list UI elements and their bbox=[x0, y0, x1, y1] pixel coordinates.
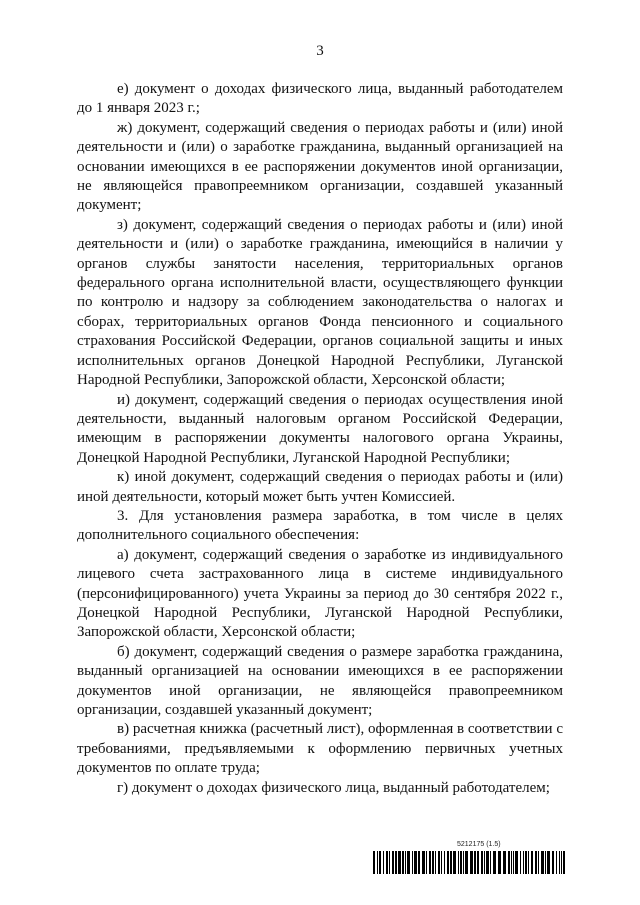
barcode-bar bbox=[520, 851, 521, 874]
barcode-bar bbox=[458, 851, 459, 874]
barcode-bar bbox=[470, 851, 473, 874]
barcode-bar bbox=[426, 851, 427, 874]
barcode-bar bbox=[552, 851, 554, 874]
barcode-bar bbox=[402, 851, 404, 874]
paragraph-e: е) документ о доходах физического лица, выданный работодателем до 1 января 2023 г.; bbox=[77, 81, 563, 117]
barcode-bar bbox=[407, 851, 410, 874]
barcode-bar bbox=[541, 851, 544, 874]
barcode-bar bbox=[486, 851, 489, 874]
barcode-bar bbox=[398, 851, 401, 874]
barcode-bar bbox=[429, 851, 431, 874]
barcode-bar bbox=[545, 851, 546, 874]
barcode-bar bbox=[453, 851, 456, 874]
barcode-bar bbox=[386, 851, 388, 874]
barcode-bar bbox=[377, 851, 378, 874]
barcode-bar bbox=[392, 851, 394, 874]
barcode-bar bbox=[493, 851, 496, 874]
barcode-bar bbox=[481, 851, 483, 874]
barcode-bar bbox=[379, 851, 381, 874]
barcode-bar bbox=[414, 851, 417, 874]
barcode-bar bbox=[438, 851, 440, 874]
section-3-heading: 3. Для установления размера заработка, в том числе в целях дополнительного социального обеспечения: bbox=[77, 507, 563, 544]
barcode-bar bbox=[563, 851, 565, 874]
paragraph-z: з) документ, содержащий сведения о периодах работы и (или) иной деятельности и (или) о заработке гражданина, имеющийся в наличии у органов службы занятости населения, территориальных органов федерального органа исполнительной власти, осуществляющего функции по контролю и надзору за соблюдением законодательства о налогах и сборах, территориальных органов Фонда пенсионного и социального страхования Российской Федерации, органов социальной защиты и иных исполнительных органов Донецкой Народной Республики, Луганской Народной Республики, Запорожской области, Херсонской области; bbox=[77, 216, 563, 389]
barcode-bar bbox=[444, 851, 445, 874]
barcode-bar bbox=[465, 851, 468, 874]
barcode-bar bbox=[447, 851, 449, 874]
barcode-bar bbox=[435, 851, 436, 874]
barcode-bar bbox=[547, 851, 550, 874]
barcode-bar bbox=[418, 851, 420, 874]
barcode-bar bbox=[490, 851, 491, 874]
barcode-bar bbox=[389, 851, 390, 874]
barcode-bar bbox=[535, 851, 537, 874]
paragraph-v: в) расчетная книжка (расчетный лист), оформленная в соответствии с требованиями, предъявляемыми к оформлению первичных учетных документов по оплате труда; bbox=[77, 721, 563, 777]
barcode-bar bbox=[474, 851, 476, 874]
barcode-bar bbox=[412, 851, 413, 874]
barcode-bar bbox=[561, 851, 562, 874]
barcode-bar bbox=[432, 851, 434, 874]
barcode-bar bbox=[422, 851, 425, 874]
barcode-bar bbox=[523, 851, 524, 874]
paragraph-k: к) иной документ, содержащий сведения о периодах работы и (или) иной деятельности, который может быть учтен Комиссией. bbox=[77, 469, 563, 505]
paragraph-zh: ж) документ, содержащий сведения о периодах работы и (или) иной деятельности и (или) о заработке гражданина, выданный организацией на основании имеющихся в ее распоряжении документов иной организации, не являющейся правопреемником организации, создавшей указанный документ; bbox=[77, 119, 563, 214]
paragraph-g: г) документ о доходах физического лица, выданный работодателем; bbox=[117, 779, 550, 796]
barcode-bar bbox=[441, 851, 442, 874]
paragraph-a: а) документ, содержащий сведения о заработке из индивидуального лицевого счета застрахованного лица в системе индивидуального (персонифицированного) учета Украины за период до 30 сентября 2022 г., Донецкой Народной Республики, Луганской Народной Республики, Запорожской области, Херсонской области; bbox=[77, 546, 563, 641]
barcode-bar bbox=[498, 851, 501, 874]
barcode-bar bbox=[559, 851, 560, 874]
barcode-bar bbox=[450, 851, 452, 874]
paragraph-i: и) документ, содержащий сведения о периодах осуществления иной деятельности, выданный налоговым органом Российской Федерации, имеющим в распоряжении документы налогового органа Украины, Донецкой Народной Республики, Луганской Народной Республики; bbox=[77, 391, 563, 466]
barcode-bar bbox=[477, 851, 479, 874]
barcode-icon bbox=[373, 851, 566, 874]
barcode-bar bbox=[463, 851, 464, 874]
barcode-bar bbox=[538, 851, 539, 874]
barcode-bar bbox=[373, 851, 375, 874]
barcode-bar bbox=[405, 851, 406, 874]
barcode-bar bbox=[515, 851, 518, 874]
barcode-bar bbox=[484, 851, 485, 874]
barcode-bar bbox=[395, 851, 397, 874]
barcode-bar bbox=[556, 851, 557, 874]
barcode-bar bbox=[513, 851, 514, 874]
document-body bbox=[77, 80, 563, 798]
barcode-bar bbox=[531, 851, 533, 874]
barcode-bar bbox=[383, 851, 384, 874]
barcode-bar bbox=[528, 851, 529, 874]
barcode-number: 5212175 (1.5) bbox=[457, 841, 501, 848]
barcode-bar bbox=[511, 851, 512, 874]
barcode-bar bbox=[503, 851, 506, 874]
page-number: 3 bbox=[316, 43, 324, 59]
barcode-bar bbox=[508, 851, 510, 874]
barcode-bar bbox=[460, 851, 462, 874]
paragraph-b: б) документ, содержащий сведения о размере заработка гражданина, выданный организацией на основании имеющихся в ее распоряжении документов иной организации, не являющейся правопреемником организации, создавшей указанный документ; bbox=[77, 643, 563, 718]
barcode-bar bbox=[525, 851, 527, 874]
